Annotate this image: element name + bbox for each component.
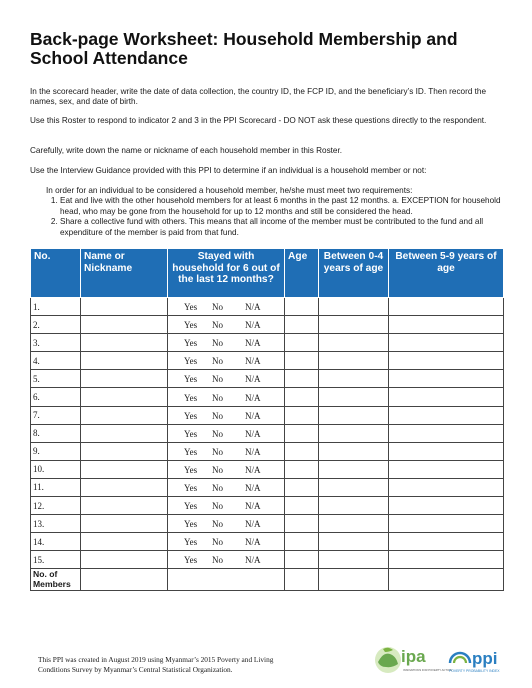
- ipa-logo-text: ipa: [401, 647, 426, 666]
- household-roster-table: [30, 248, 504, 591]
- age-0-4-cell[interactable]: [319, 370, 389, 388]
- row-number: 2.: [31, 316, 81, 334]
- requirements-block: [46, 186, 506, 238]
- ipa-tagline: INNOVATIONS FOR POVERTY ACTION: [403, 669, 452, 672]
- stayed-options-cell: [168, 406, 285, 424]
- table-row: [31, 442, 504, 460]
- stayed-options-cell: [168, 442, 285, 460]
- stayed-options-cell: [168, 460, 285, 478]
- name-cell[interactable]: [81, 388, 168, 406]
- option-yes[interactable]: Yes: [184, 519, 198, 530]
- stayed-options-cell: [168, 352, 285, 370]
- roster-note: Use this Roster to respond to indicator 2 and 3 in the PPI Scorecard - DO NOT ask these questions directly to the respondent.: [30, 116, 487, 125]
- option-yes[interactable]: Yes: [184, 428, 198, 439]
- age-cell[interactable]: [285, 478, 319, 496]
- option-yes[interactable]: Yes: [184, 338, 198, 349]
- option-no[interactable]: No: [212, 374, 223, 385]
- row-number: 7.: [31, 406, 81, 424]
- age-cell[interactable]: [285, 515, 319, 533]
- table-row: [31, 316, 504, 334]
- name-cell[interactable]: [81, 298, 168, 316]
- table-row: [31, 460, 504, 478]
- option-no[interactable]: No: [212, 410, 223, 421]
- age-5-9-cell[interactable]: [389, 298, 504, 316]
- option-no[interactable]: No: [212, 320, 223, 331]
- row-number: 5.: [31, 370, 81, 388]
- age-0-4-cell[interactable]: [319, 533, 389, 551]
- header-stayed: Stayed with household for 6 out of the last 12 months?: [168, 249, 285, 298]
- age-5-9-cell[interactable]: [389, 316, 504, 334]
- age-5-9-cell[interactable]: [389, 406, 504, 424]
- table-row: [31, 370, 504, 388]
- option-no[interactable]: No: [212, 446, 223, 457]
- age-5-9-cell[interactable]: [389, 478, 504, 496]
- age-cell[interactable]: [285, 551, 319, 569]
- age-5-9-cell[interactable]: [389, 334, 504, 352]
- option-na[interactable]: N/A: [245, 338, 261, 349]
- row-number: 3.: [31, 334, 81, 352]
- total-row: [31, 569, 504, 591]
- option-yes[interactable]: Yes: [184, 374, 198, 385]
- ppi-logo: [447, 645, 519, 675]
- ipa-logo: [374, 640, 452, 678]
- footer-note: This PPI was created in August 2019 using Myanmar’s 2015 Poverty and Living Conditions Survey by Myanmar’s Central Statistical Organization.: [38, 655, 274, 674]
- option-na[interactable]: N/A: [245, 464, 261, 475]
- age-0-4-cell[interactable]: [319, 497, 389, 515]
- header-name: Name or Nickname: [81, 249, 168, 298]
- stayed-options-cell: [168, 316, 285, 334]
- stayed-options-cell: [168, 515, 285, 533]
- guidance-note: Use the Interview Guidance provided with this PPI to determine if an individual is a household member or not:: [30, 166, 427, 175]
- age-5-9-cell[interactable]: [389, 370, 504, 388]
- stayed-options-cell: [168, 478, 285, 496]
- age-5-9-cell[interactable]: [389, 442, 504, 460]
- age-cell[interactable]: [285, 497, 319, 515]
- option-na[interactable]: N/A: [245, 302, 261, 313]
- name-cell[interactable]: [81, 515, 168, 533]
- option-na[interactable]: N/A: [245, 482, 261, 493]
- row-number: 6.: [31, 388, 81, 406]
- age-cell[interactable]: [285, 442, 319, 460]
- age-cell[interactable]: [285, 533, 319, 551]
- age-0-4-cell[interactable]: [319, 442, 389, 460]
- table-row: [31, 497, 504, 515]
- age-5-9-cell[interactable]: [389, 533, 504, 551]
- age-cell[interactable]: [285, 370, 319, 388]
- table-header-row: [31, 249, 504, 298]
- age-0-4-cell[interactable]: [319, 388, 389, 406]
- total-age-0-4-cell[interactable]: [319, 569, 389, 591]
- row-number: 14.: [31, 533, 81, 551]
- row-number: 15.: [31, 551, 81, 569]
- option-no[interactable]: No: [212, 338, 223, 349]
- name-cell[interactable]: [81, 352, 168, 370]
- option-no[interactable]: No: [212, 555, 223, 566]
- option-na[interactable]: N/A: [245, 320, 261, 331]
- age-5-9-cell[interactable]: [389, 515, 504, 533]
- row-number: 13.: [31, 515, 81, 533]
- age-5-9-cell[interactable]: [389, 497, 504, 515]
- name-cell[interactable]: [81, 370, 168, 388]
- stayed-options-cell: [168, 298, 285, 316]
- option-yes[interactable]: Yes: [184, 464, 198, 475]
- option-no[interactable]: No: [212, 356, 223, 367]
- name-cell[interactable]: [81, 334, 168, 352]
- table-row: [31, 533, 504, 551]
- option-yes[interactable]: Yes: [184, 392, 198, 403]
- age-0-4-cell[interactable]: [319, 478, 389, 496]
- option-na[interactable]: N/A: [245, 356, 261, 367]
- age-5-9-cell[interactable]: [389, 352, 504, 370]
- table-row: [31, 298, 504, 316]
- header-age-5-9: Between 5-9 years of age: [389, 249, 504, 298]
- ppi-logo-text: ppi: [472, 649, 498, 668]
- option-no[interactable]: No: [212, 428, 223, 439]
- option-yes[interactable]: Yes: [184, 482, 198, 493]
- option-yes[interactable]: Yes: [184, 302, 198, 313]
- option-no[interactable]: No: [212, 302, 223, 313]
- age-cell[interactable]: [285, 424, 319, 442]
- requirement-item: 1. Eat and live with the other household members for at least 6 months in the past 12 months. a. EXCEPTION for household head, who may be gone from the household for up to 12 months and still be considered the head.: [60, 196, 506, 217]
- age-0-4-cell[interactable]: [319, 424, 389, 442]
- option-yes[interactable]: Yes: [184, 501, 198, 512]
- option-na[interactable]: N/A: [245, 501, 261, 512]
- row-number: 9.: [31, 442, 81, 460]
- name-cell[interactable]: [81, 551, 168, 569]
- header-age-0-4: Between 0-4 years of age: [319, 249, 389, 298]
- option-na[interactable]: N/A: [245, 374, 261, 385]
- row-number: 11.: [31, 478, 81, 496]
- table-row: [31, 478, 504, 496]
- stayed-options-cell: [168, 497, 285, 515]
- row-number: 4.: [31, 352, 81, 370]
- age-cell[interactable]: [285, 460, 319, 478]
- total-age-5-9-cell[interactable]: [389, 569, 504, 591]
- age-cell[interactable]: [285, 316, 319, 334]
- age-5-9-cell[interactable]: [389, 460, 504, 478]
- age-0-4-cell[interactable]: [319, 316, 389, 334]
- option-na[interactable]: N/A: [245, 428, 261, 439]
- age-0-4-cell[interactable]: [319, 515, 389, 533]
- option-na[interactable]: N/A: [245, 537, 261, 548]
- intro-text: In the scorecard header, write the date of data collection, the country ID, the FCP ID, and the beneficiary’s ID. Then record the names, sex, and date of birth.: [30, 87, 487, 107]
- page-title: Back-page Worksheet: Household Membership and School Attendance: [30, 29, 458, 68]
- age-5-9-cell[interactable]: [389, 551, 504, 569]
- name-cell[interactable]: [81, 316, 168, 334]
- option-no[interactable]: No: [212, 482, 223, 493]
- stayed-options-cell: [168, 334, 285, 352]
- name-cell[interactable]: [81, 406, 168, 424]
- option-na[interactable]: N/A: [245, 555, 261, 566]
- age-0-4-cell[interactable]: [319, 334, 389, 352]
- option-yes[interactable]: Yes: [184, 555, 198, 566]
- option-yes[interactable]: Yes: [184, 320, 198, 331]
- option-na[interactable]: N/A: [245, 519, 261, 530]
- total-name-cell[interactable]: [81, 569, 168, 591]
- age-0-4-cell[interactable]: [319, 352, 389, 370]
- age-cell[interactable]: [285, 388, 319, 406]
- name-cell[interactable]: [81, 478, 168, 496]
- requirement-item: 2. Share a collective fund with others. This means that all income of the member must be contributed to the fund and all expenditure of the member is paid from that fund.: [60, 217, 506, 238]
- option-yes[interactable]: Yes: [184, 356, 198, 367]
- stayed-options-cell: [168, 533, 285, 551]
- stayed-options-cell: [168, 370, 285, 388]
- table-row: [31, 388, 504, 406]
- age-0-4-cell[interactable]: [319, 551, 389, 569]
- option-na[interactable]: N/A: [245, 392, 261, 403]
- name-cell[interactable]: [81, 497, 168, 515]
- option-no[interactable]: No: [212, 519, 223, 530]
- row-number: 1.: [31, 298, 81, 316]
- table-row: [31, 334, 504, 352]
- age-0-4-cell[interactable]: [319, 406, 389, 424]
- age-cell[interactable]: [285, 406, 319, 424]
- table-row: [31, 515, 504, 533]
- option-no[interactable]: No: [212, 464, 223, 475]
- option-no[interactable]: No: [212, 537, 223, 548]
- name-cell[interactable]: [81, 442, 168, 460]
- option-na[interactable]: N/A: [245, 410, 261, 421]
- ppi-tagline: POVERTY PROBABILITY INDEX: [449, 669, 500, 673]
- option-na[interactable]: N/A: [245, 446, 261, 457]
- stayed-options-cell: [168, 424, 285, 442]
- age-cell[interactable]: [285, 352, 319, 370]
- row-number: 8.: [31, 424, 81, 442]
- stayed-options-cell: [168, 551, 285, 569]
- total-stayed-cell[interactable]: [168, 569, 285, 591]
- age-5-9-cell[interactable]: [389, 424, 504, 442]
- age-5-9-cell[interactable]: [389, 388, 504, 406]
- row-number: 10.: [31, 460, 81, 478]
- roster-body: [31, 298, 504, 591]
- option-yes[interactable]: Yes: [184, 537, 198, 548]
- stayed-options-cell: [168, 388, 285, 406]
- header-no: No.: [31, 249, 81, 298]
- age-cell[interactable]: [285, 298, 319, 316]
- header-age: Age: [285, 249, 319, 298]
- total-age-cell[interactable]: [285, 569, 319, 591]
- requirements-list: [46, 196, 506, 238]
- row-number: 12.: [31, 497, 81, 515]
- option-no[interactable]: No: [212, 501, 223, 512]
- table-row: [31, 551, 504, 569]
- option-no[interactable]: No: [212, 392, 223, 403]
- requirements-intro: In order for an individual to be considered a household member, he/she must meet two requirements:: [46, 186, 413, 195]
- table-row: [31, 424, 504, 442]
- table-row: [31, 352, 504, 370]
- age-0-4-cell[interactable]: [319, 460, 389, 478]
- total-label: No. of Members: [31, 569, 81, 591]
- option-yes[interactable]: Yes: [184, 410, 198, 421]
- name-cell[interactable]: [81, 424, 168, 442]
- age-cell[interactable]: [285, 334, 319, 352]
- table-row: [31, 406, 504, 424]
- name-cell[interactable]: [81, 460, 168, 478]
- careful-note: Carefully, write down the name or nickname of each household member in this Roster.: [30, 146, 343, 155]
- option-yes[interactable]: Yes: [184, 446, 198, 457]
- age-0-4-cell[interactable]: [319, 298, 389, 316]
- name-cell[interactable]: [81, 533, 168, 551]
